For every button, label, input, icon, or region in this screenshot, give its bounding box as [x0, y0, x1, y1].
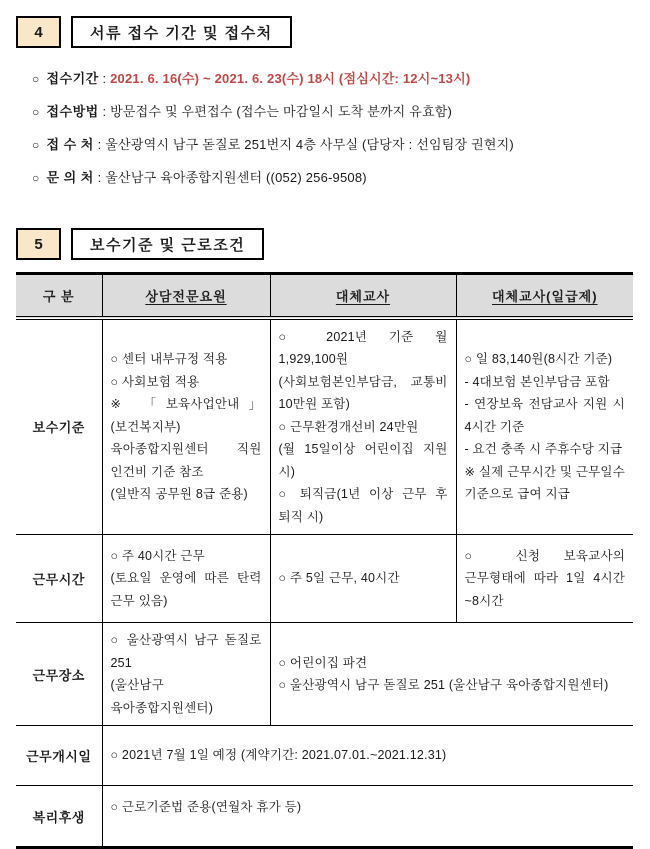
cell-line: (토요일 운영에 따른 탄력 근무 있음): [110, 571, 262, 608]
bullet-label: 접 수 처: [46, 137, 94, 152]
cell-line: ※ 「보육사업안내」(보건복지부) 육아종합지원센터 직원 인건비 기준 참조: [110, 397, 262, 479]
row-label-start-date: 근무개시일: [16, 726, 102, 786]
cell-line: ○ 근무환경개선비 24만원: [278, 419, 419, 434]
table-row-place: [16, 623, 633, 726]
section4-header: [16, 16, 634, 48]
bullet-item-reception-place: [32, 134, 634, 153]
cell-line: (사회보험본인부담금, 교통비 10만원 포함): [278, 374, 448, 411]
cell-line: ○ 어린이집 파견: [278, 655, 368, 670]
cell-line: ○ 센터 내부규정 적용: [110, 352, 228, 366]
section5-number-box: 5: [16, 228, 61, 260]
hours-substitute-cell: [270, 535, 456, 623]
bullet-value: 울산남구 육아종합지원센터 ((052) 256-9508): [105, 170, 367, 185]
table-row-pay: [16, 318, 633, 535]
table-row-welfare: [16, 786, 633, 848]
cell-line: ○ 일 83,140원(8시간 기준): [464, 352, 613, 366]
welfare-merged-cell: [102, 786, 633, 848]
cell-line: ○ 울산광역시 남구 돋질로 251: [110, 633, 262, 670]
cell-line: (일반직 공무원 8급 준용): [110, 487, 248, 501]
header-counselor: [102, 274, 270, 318]
row-label-welfare: 복리후생: [16, 786, 102, 848]
bullet-separator: :: [98, 104, 111, 119]
cell-line: ○ 신청 보육교사의 근무형태에 따라 1일 4시간~8시간: [464, 548, 625, 608]
bullet-value: 방문접수 및 우편접수 (접수는 마감일시 도착 분까지 유효함): [110, 104, 453, 119]
hours-daily-cell: [456, 535, 633, 623]
bullet-value: 울산광역시 남구 돋질로 251번지 4층 사무실 (담당자 : 선임팀장 권현지): [105, 137, 514, 152]
pay-substitute-cell: [270, 318, 456, 535]
cell-line: ○ 울산광역시 남구 돋질로 251 (울산남구 육아종합지원센터): [278, 678, 609, 692]
bullet-item-reception-period: [32, 68, 634, 87]
bullet-value: 2021. 6. 16(수) ~ 2021. 6. 23(수) 18시 (점심시간: 12시~13시): [110, 71, 471, 86]
place-counselor-cell: [102, 623, 270, 726]
bullet-separator: :: [93, 137, 106, 152]
hours-counselor-cell: [102, 535, 270, 623]
circle-bullet-icon: ○: [32, 171, 40, 185]
header-substitute-daily-label: 대체교사(일급제): [491, 288, 598, 304]
pay-counselor-cell: [102, 318, 270, 535]
circle-bullet-icon: ○: [32, 138, 40, 152]
row-label-pay: 보수기준: [16, 318, 102, 535]
header-substitute-teacher: [270, 274, 456, 318]
cell-line: ○ 주 5일 근무, 40시간: [278, 571, 400, 586]
bullet-item-contact: [32, 167, 634, 186]
bullet-item-reception-method: [32, 101, 634, 120]
header-category: [16, 274, 102, 318]
bullet-label: 문 의 처: [46, 170, 94, 185]
place-merged-cell: [270, 623, 633, 726]
cell-line: ○ 사회보험 적용: [110, 374, 200, 389]
pay-conditions-table: [16, 272, 633, 849]
circle-bullet-icon: ○: [32, 72, 40, 86]
cell-line: ○ 근로기준법 준용(연월차 휴가 등): [110, 800, 302, 814]
section4-title: 서류 접수 기간 및 접수처: [71, 16, 292, 48]
section5-title: 보수기준 및 근로조건: [71, 228, 264, 260]
row-label-place: 근무장소: [16, 623, 102, 726]
cell-line: ○ 주 40시간 근무: [110, 548, 205, 563]
cell-line: ※ 실제 근무시간 및 근무일수 기준으로 급여 지급: [464, 464, 625, 501]
cell-line: - 연장보육 전담교사 지원 시 4시간 기준: [464, 397, 625, 434]
section4-bullet-list: [16, 52, 634, 210]
table-row-start-date: [16, 726, 633, 786]
pay-daily-cell: [456, 318, 633, 535]
header-substitute-teacher-label: 대체교사: [335, 288, 391, 304]
bullet-separator: :: [93, 170, 106, 185]
section5-header: [16, 228, 634, 260]
cell-line: (월 15일이상 어린이집 지원 시): [278, 442, 448, 479]
cell-line: ○ 퇴직금(1년 이상 근무 후 퇴직 시): [278, 487, 448, 524]
header-substitute-daily: [456, 274, 633, 318]
cell-line: ○ 2021년 7월 1일 예정 (계약기간: 2021.07.01.~2021.12.31): [110, 748, 447, 763]
cell-line: (울산남구 육아종합지원센터): [110, 678, 214, 715]
bullet-separator: :: [98, 71, 111, 86]
row-label-hours: 근무시간: [16, 535, 102, 623]
header-counselor-label: 상담전문요원: [145, 288, 227, 304]
circle-bullet-icon: ○: [32, 105, 40, 119]
header-category-label: 구 분: [42, 288, 75, 304]
start-date-merged-cell: [102, 726, 633, 786]
cell-line: - 요건 충족 시 주휴수당 지급: [464, 442, 623, 456]
table-row-hours: [16, 535, 633, 623]
bullet-label: 접수방법: [46, 104, 99, 119]
cell-line: ○ 2021년 기준 월 1,929,100원: [278, 329, 448, 366]
bullet-label: 접수기간: [46, 71, 99, 86]
section-gap: [16, 210, 634, 228]
table-header-row: [16, 274, 633, 318]
section4-number-box: 4: [16, 16, 61, 48]
cell-line: - 4대보험 본인부담금 포함: [464, 374, 610, 389]
